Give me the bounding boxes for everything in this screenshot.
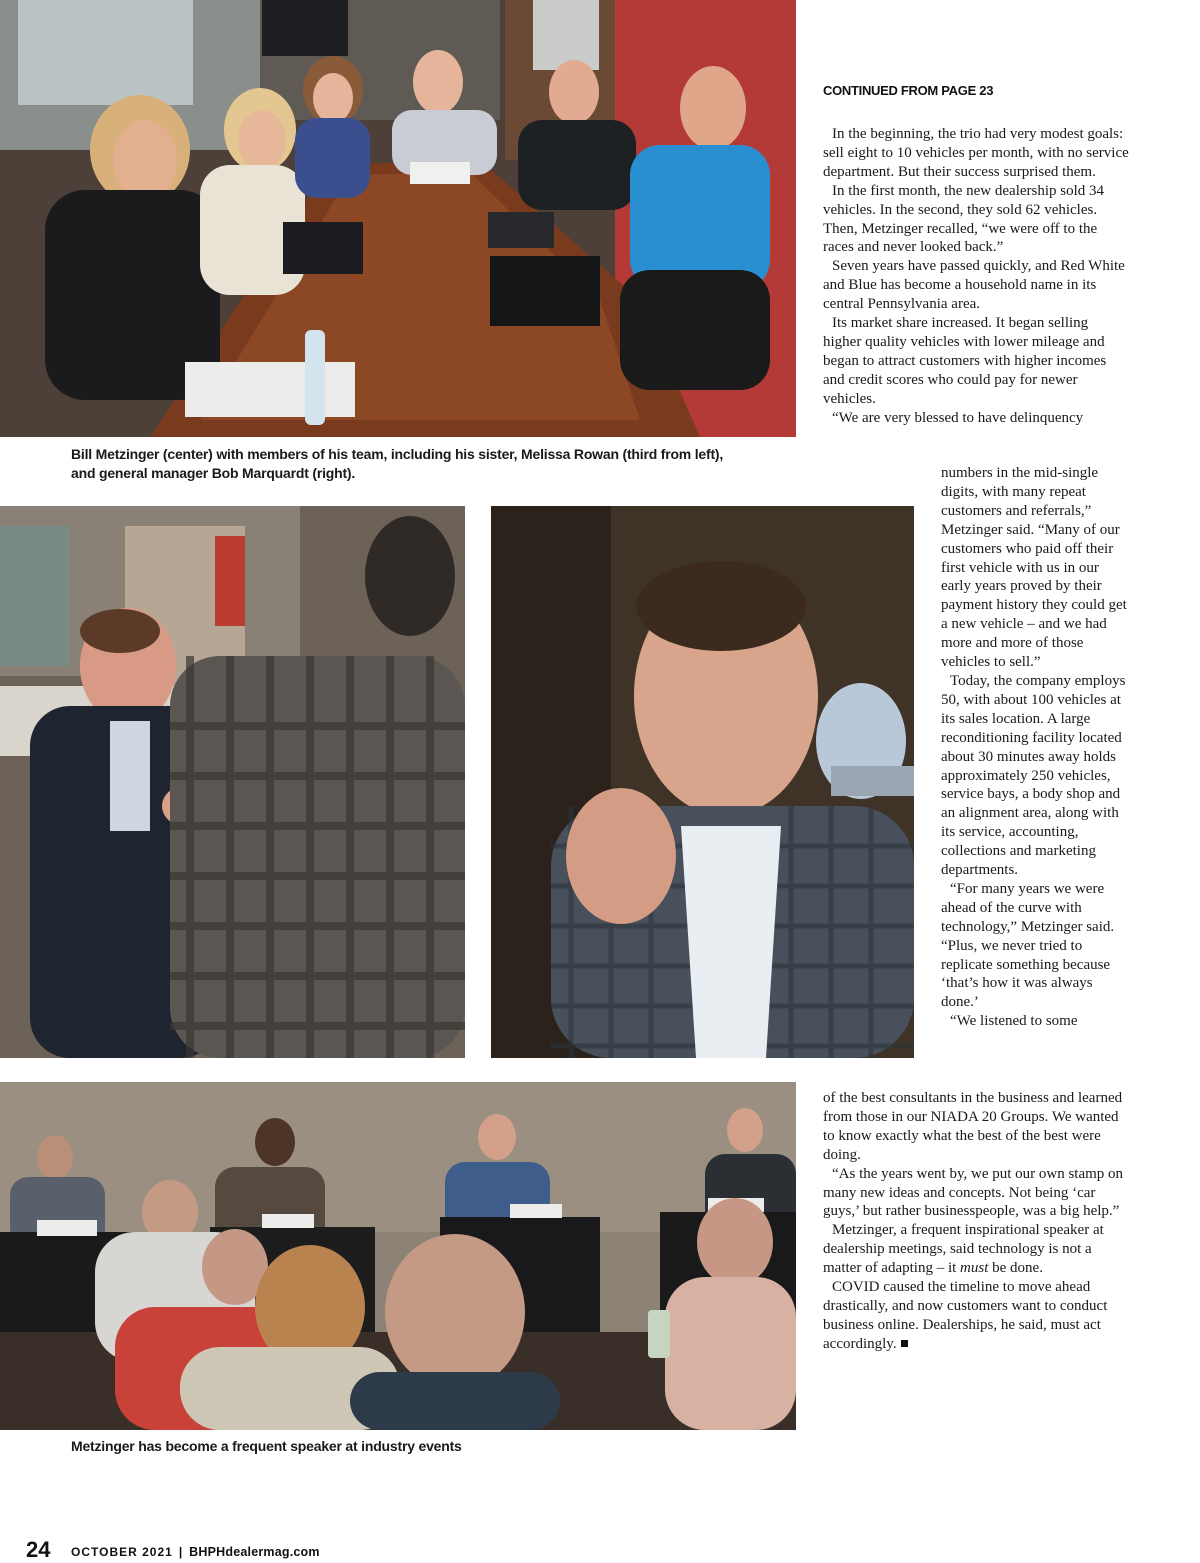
article-paragraph	[823, 1221, 1130, 1278]
website-link[interactable]: BHPHdealermag.com	[189, 1545, 320, 1559]
panel-event-photo	[0, 1082, 796, 1430]
footer-line	[71, 1545, 320, 1559]
article-paragraph	[823, 1278, 1130, 1354]
article-text: be done.	[992, 1260, 1043, 1277]
event-photo-caption: Metzinger has become a frequent speaker at industry events	[71, 1438, 462, 1454]
article-paragraph: Its market share increased. It began selling higher quality vehicles with lower mileage and began to attract customers with higher incomes and credit scores who could pay for newer vehicles.	[823, 315, 1107, 407]
article-text: Metzinger, a frequent inspirational speaker at dealership meetings, said technology is not a matter of adapting – it	[823, 1222, 1104, 1277]
article-paragraph: In the first month, the new dealership sold 34 vehicles. In the second, they sold 62 vehicles. Then, Metzinger recalled, “we were off to the races and never looked back.”	[823, 182, 1105, 256]
article-narrow-column	[941, 464, 1130, 1031]
emphasis-text: must	[960, 1260, 989, 1277]
article-paragraph: Seven years have passed quickly, and Red White and Blue has become a household name in its central Pennsylvania area.	[823, 258, 1125, 313]
article-paragraph: of the best consultants in the business and learned from those in our NIADA 20 Groups. We wanted to know exactly what the best of the best were doing.	[823, 1090, 1123, 1163]
page-number: 24	[26, 1537, 51, 1562]
speaker-closeup-photo	[491, 506, 914, 1058]
article-paragraph: “We listened to some	[950, 1013, 1078, 1030]
speaker-bar-photo	[0, 506, 465, 1058]
article-paragraph: “As the years went by, we put our own stamp on many new ideas and concepts. Not being ‘car guys,’ but rather businesspeople, was a big help.”	[823, 1165, 1124, 1220]
continued-from-label: CONTINUED FROM PAGE 23	[823, 83, 994, 98]
article-text: COVID caused the timeline to move ahead drastically, and now customers want to conduct business online. Dealerships, he said, must act accordingly.	[823, 1279, 1108, 1352]
footer-separator: |	[178, 1545, 184, 1559]
team-meeting-photo	[0, 0, 796, 437]
article-paragraph: numbers in the mid-single digits, with many repeat customers and referrals,” Metzinger said. “Many of our customers who paid off their first vehicle with us in our early years proved by their payment history they could get a new vehicle – and we had more and more of those vehicles to sell.”	[941, 465, 1127, 671]
end-mark-icon	[901, 1340, 908, 1347]
article-paragraph: In the beginning, the trio had very modest goals: sell eight to 10 vehicles per month, with no service department. But their success surprised them.	[823, 126, 1129, 180]
article-bottom-column	[823, 1089, 1130, 1354]
article-paragraph: “For many years we were ahead of the curve with technology,” Metzinger said. “Plus, we never tried to replicate something because ‘that’s how it was always done.’	[941, 880, 1115, 1011]
team-photo-caption: Bill Metzinger (center) with members of his team, including his sister, Melissa Rowan (third from left), and general manager Bob Marquardt (right).	[71, 446, 724, 481]
article-paragraph: “We are very blessed to have delinquency	[832, 409, 1084, 426]
article-top-column	[823, 125, 1130, 428]
issue-date: OCTOBER 2021	[71, 1545, 173, 1559]
article-paragraph: Today, the company employs 50, with about 100 vehicles at its sales location. A large reconditioning facility located about 30 minutes away holds approximately 250 vehicles, service bays, a body shop and an alignment area, along with its service, accounting, collections and marketing departments.	[941, 672, 1126, 879]
